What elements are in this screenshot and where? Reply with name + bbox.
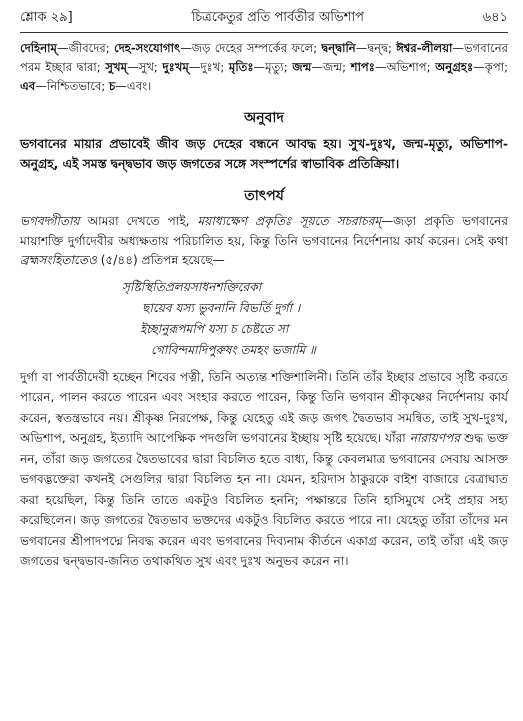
purport-intro bbox=[20, 212, 508, 271]
synonym-meaning: —অভিশাপ; bbox=[374, 60, 436, 74]
verse-line: ছায়েব যস্য ভুবনানি বিভর্তি দুর্গা । bbox=[142, 300, 301, 315]
gita-quote: ময়াধ্যক্ষেণ প্রকৃতিঃ সূয়তে সচরাচরম্ bbox=[197, 214, 382, 228]
purport-heading: তাৎপর্য bbox=[244, 188, 284, 204]
purport-intro-c: (৫/৪৪) প্রতিপন্ন হয়েছে— bbox=[96, 253, 225, 267]
synonym-meaning: —জন্ম; bbox=[311, 60, 351, 74]
synonym-term: দেহিনাম্ bbox=[20, 41, 57, 55]
verse-line: ইচ্ছানুরূপমপি যস্য চ চেষ্টতে সা bbox=[140, 321, 289, 336]
synonym-meaning: —এবং। bbox=[115, 79, 152, 93]
synonym-term: চ bbox=[109, 79, 116, 93]
verse-reference: শ্লোক ২৯] bbox=[20, 10, 73, 25]
verse-line: গোবিন্দমাদিপুরুষং তমহং ভজামি ॥ bbox=[151, 342, 316, 357]
word-meanings bbox=[20, 39, 508, 96]
synonym-meaning: —নিশ্চিতভাবে; bbox=[35, 79, 110, 93]
synonym-meaning: —জড় দেহের সম্পর্কের ফলে; bbox=[180, 41, 322, 55]
synonym-term: এব bbox=[20, 79, 36, 93]
synonym-meaning: —সুখ; bbox=[127, 60, 163, 74]
synonym-term: দুঃখম্ bbox=[162, 60, 189, 74]
verse-line: সৃষ্টিস্থিতিপ্রলয়সাধনশক্তিরেকা bbox=[122, 279, 262, 294]
synonym-term: মৃতিঃ bbox=[228, 60, 254, 74]
running-header bbox=[20, 8, 508, 33]
synonym-term: সুখম্ bbox=[105, 60, 128, 74]
synonym-term: শাপঃ bbox=[350, 60, 375, 74]
gita-reference: ভগবদ্গীতায় bbox=[20, 214, 80, 228]
brahma-samhita-reference: ব্রহ্মসংহিতাতেও bbox=[20, 253, 97, 267]
synonym-meaning: —দ্বন্দ্ব; bbox=[355, 41, 397, 55]
synonym-meaning: —মৃত্যু; bbox=[253, 60, 293, 74]
synonym-term: ঈশ্বর-লীলয়া bbox=[396, 41, 453, 55]
synonym-term: দ্বন্দ্বানি bbox=[321, 41, 356, 55]
page-number: ৬৪১ bbox=[482, 10, 508, 25]
synonym-term: দেহ-সংযোগাৎ bbox=[114, 41, 181, 55]
synonym-term: জন্ম bbox=[292, 60, 312, 74]
quoted-verse bbox=[20, 277, 508, 361]
synonym-meaning: —ভগবানের পরম ইচ্ছার দ্বারা; bbox=[20, 41, 508, 74]
book-page bbox=[20, 8, 508, 572]
synonym-meaning: —কৃপা; bbox=[473, 60, 509, 74]
translation-text: ভগবানের মায়ার প্রভাবেই জীব জড় দেহের বন্ধনে আবদ্ধ হয়। সুখ-দুঃখ, জন্ম-মৃত্যু, অভিশাপ-অনুগ্রহ, এই সমস্ত দ্বন্দ্বভাব জড় জগতের সঙ্গে সংস্পর্শের স্বাভাবিক প্রতিক্রিয়া। bbox=[20, 137, 508, 171]
chapter-title: চিত্রকেতুর প্রতি পার্বতীর অভিশাপ bbox=[191, 10, 364, 25]
purport-paragraph bbox=[20, 367, 508, 572]
purport-intro-a: আমরা দেখতে পাই, bbox=[79, 214, 198, 228]
synonym-meaning: —জীবদের; bbox=[56, 41, 114, 55]
translation-heading: অনুবাদ bbox=[244, 110, 284, 126]
purport-p2-b: শুদ্ধ ভক্ত নন, তাঁরা জড় জগতের দ্বৈতভাবের দ্বারা বিচলিত হতে বাধ্য, কিন্তু কেবলমাত্র ভগবানের সেবায় আসক্ত ভগবদ্ভক্তেরা কখনই সেগুলির দ্বারা বিচলিত হন না। যেমন, হরিদাস ঠাকুরকে বাইশ বাজারে বেত্রাঘাত করা হয়েছিল, কিন্তু তিনি তাতে একটুও বিচলিত হননি; পক্ষান্তরে তিনি হাসিমুখে সেই প্রহার সহ্য করেছিলেন। জড় জগতের দ্বৈতভাব ভক্তদের একটুও বিচলিত করতে পারে না। যেহেতু তাঁরা তাঁদের মন ভগবানের শ্রীপাদপদ্মে নিবদ্ধ করেন এবং ভগবানের দিব্যনাম কীর্তনে একাগ্র করেন, তাই তাঁরা এই জড় জগতের দ্বন্দ্বভাব-জনিত তথাকথিত সুখ এবং দুঃখ অনুভব করেন না। bbox=[20, 431, 508, 568]
synonym-meaning: —দুঃখ; bbox=[188, 60, 229, 74]
narayana-para-term: নারায়ণপর bbox=[409, 431, 460, 445]
synonym-term: অনুগ্রহঃ bbox=[435, 60, 474, 74]
purport-intro-b: —জড়া প্রকৃতি ভগবানের মায়াশক্তি দুর্গাদেবীর অধ্যক্ষতায় পরিচালিত হয়, কিন্তু তিনি ভগবানের নির্দেশনায় কার্য করেন। সেই কথা bbox=[20, 214, 508, 248]
purport-p2-a: দুর্গা বা পার্বতীদেবী হচ্ছেন শিবের পত্নী, তিনি অত্যন্ত শক্তিশালিনী। তিনি তাঁর ইচ্ছার প্রভাবে সৃষ্টি করতে পারেন, পালন করতে পারেন এবং সংহার করতে পারেন, কিন্তু তিনি ভগবান শ্রীকৃষ্ণের নির্দেশনায় কার্য করেন, স্বতন্ত্রভাবে নয়। শ্রীকৃষ্ণ নিরপেক্ষ, কিন্তু যেহেতু এই জড় জগৎ দ্বৈতভাব সমন্বিত, তাই সুখ-দুঃখ, অভিশাপ, অনুগ্রহ, ইত্যাদি আপেক্ষিক পদগুলি ভগবানের ইচ্ছায় সৃষ্টি হয়েছে। যাঁরা bbox=[20, 369, 509, 445]
